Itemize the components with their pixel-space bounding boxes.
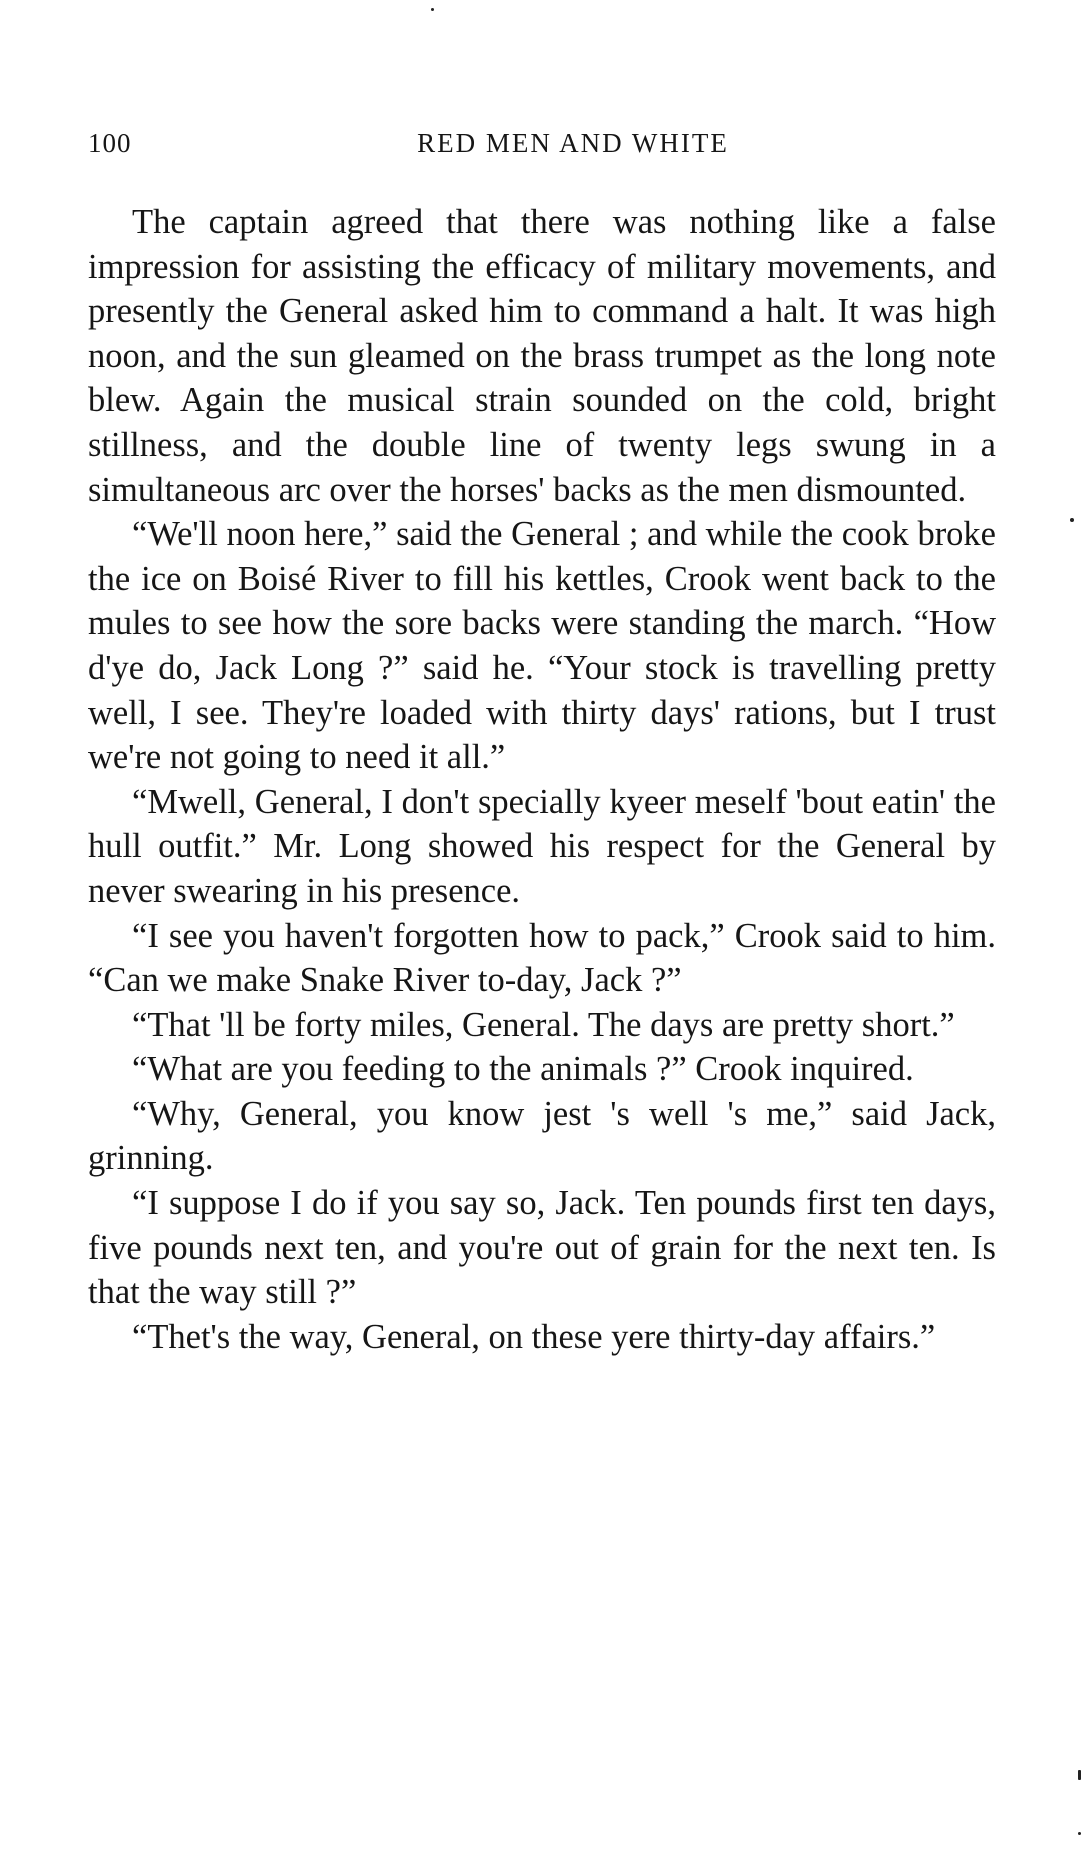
scan-speck	[1078, 1832, 1081, 1835]
paragraph: “Why, General, you know jest 's well 's me,” said Jack, grinning.	[88, 1094, 996, 1178]
paragraph: “Mwell, General, I don't specially kyeer meself 'bout eatin' the hull outfit.” Mr. Long showed his respect for the General by never swearing in his presence.	[88, 782, 996, 910]
scan-speck	[1070, 518, 1074, 522]
scan-speck	[431, 8, 434, 11]
paragraph: “Thet's the way, General, on these yere thirty-day affairs.”	[132, 1317, 936, 1356]
paragraph: “That 'll be forty miles, General. The days are pretty short.”	[132, 1005, 955, 1044]
paragraph: “I see you haven't forgotten how to pack,” Crook said to him. “Can we make Snake River to-day, Jack ?”	[88, 916, 996, 1000]
paragraph: “I suppose I do if you say so, Jack. Ten pounds first ten days, five pounds next ten, and you're out of grain for the next ten. Is that the way still ?”	[88, 1184, 996, 1312]
running-title: RED MEN AND WHITE	[417, 128, 729, 158]
paragraph: “We'll noon here,” said the General ; and while the cook broke the ice on Boisé River to fill his kettles, Crook went back to the mules to see how the sore backs were standing the march. “How d'ye do, Jack Long ?” said he. “Your stock is travelling pretty well, I see. They're loaded with thirty days' rations, but I trust we're not going to need it all.”	[88, 515, 996, 777]
paragraph: “What are you feeding to the animals ?” Crook inquired.	[132, 1050, 914, 1089]
paragraph: The captain agreed that there was nothing like a false impression for assisting the efficacy of military movements, and presently the General asked him to command a halt. It was high noon, and the sun gleamed on the brass trumpet as the long note blew. Again the musical strain sounded on the cold, bright stillness, and the double line of twenty legs swung in a simultaneous arc over the horses' backs as the men dismounted.	[88, 203, 996, 509]
body-text	[88, 200, 996, 1359]
scan-speck	[1078, 1770, 1081, 1780]
running-head	[88, 128, 998, 168]
page-number: 100	[88, 128, 132, 158]
